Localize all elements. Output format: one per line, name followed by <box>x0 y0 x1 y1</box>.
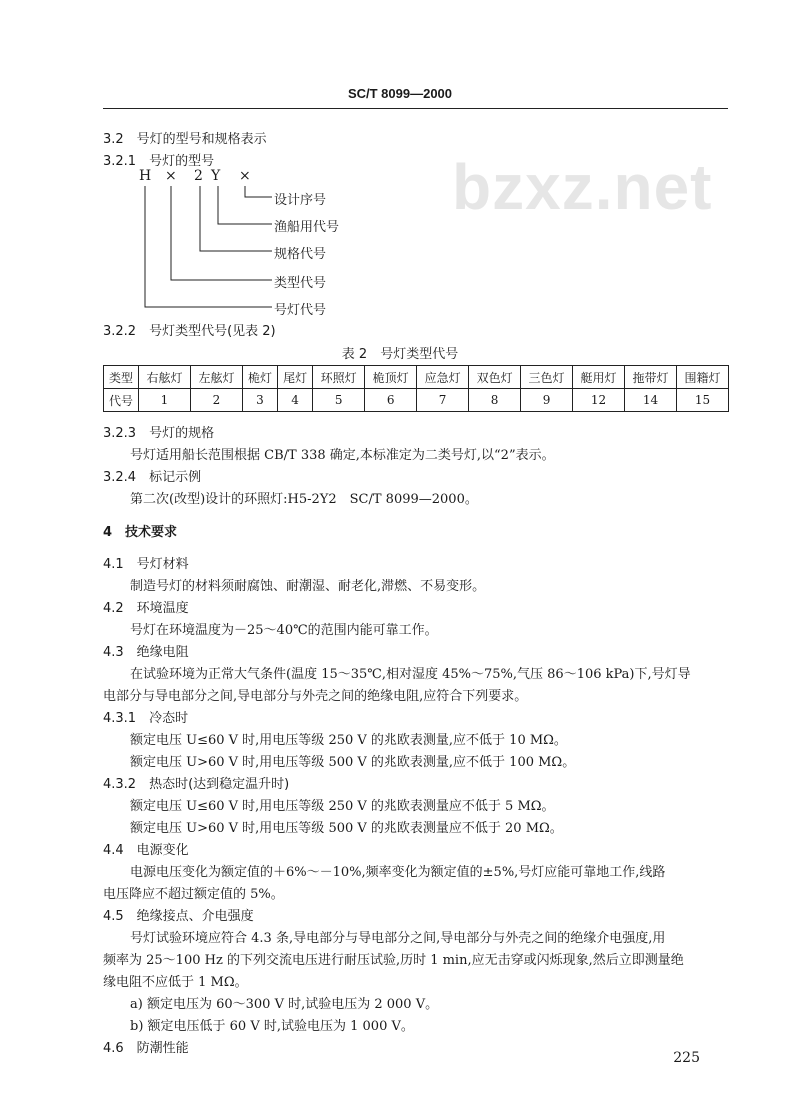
table-cell: 4 <box>278 389 313 412</box>
table-cell: 5 <box>313 389 365 412</box>
section-4-5-body-line2: 频率为 25～100 Hz 的下列交流电压进行耐压试验,历时 1 min,应无击穿或闪烁现象,然后立即测量绝 <box>103 953 684 968</box>
section-4-3-1-title: 4.3.1 冷态时 <box>103 711 189 726</box>
label-spec-code: 规格代号 <box>274 247 327 262</box>
table-cell: 应急灯 <box>417 366 469 389</box>
code-char-x1: × <box>165 168 177 184</box>
table-cell: 类型 <box>104 366 139 389</box>
section-4-4-body-line1: 电源电压变化为额定值的＋6%～－10%,频率变化为额定值的±5%,号灯应能可靠地工作,线路 <box>130 865 666 880</box>
standard-code-header: SC/T 8099—2000 <box>347 86 453 101</box>
table-cell: 三色灯 <box>521 366 573 389</box>
section-4-1-title: 4.1 号灯材料 <box>103 557 189 572</box>
section-4-5-item-a: a) 额定电压为 60～300 V 时,试验电压为 2 000 V。 <box>130 997 439 1012</box>
label-type-code: 类型代号 <box>274 276 327 291</box>
table-cell: 14 <box>625 389 677 412</box>
section-4-title: 4 技术要求 <box>103 525 178 540</box>
table-cell: 尾灯 <box>278 366 313 389</box>
section-4-4-title: 4.4 电源变化 <box>103 843 189 858</box>
table-cell: 12 <box>573 389 625 412</box>
section-4-5-title: 4.5 绝缘接点、介电强度 <box>103 909 254 924</box>
section-3-2-2-title: 3.2.2 号灯类型代号(见表 2) <box>103 324 276 339</box>
section-3-2-title: 3.2 号灯的型号和规格表示 <box>103 132 267 147</box>
table-cell: 6 <box>365 389 417 412</box>
section-3-2-4-body: 第二次(改型)设计的环照灯:H5-2Y2 SC/T 8099—2000。 <box>130 492 478 507</box>
table-cell: 环照灯 <box>313 366 365 389</box>
code-char-x2: × <box>239 168 251 184</box>
table-cell: 9 <box>521 389 573 412</box>
section-4-5-item-b: b) 额定电压低于 60 V 时,试验电压为 1 000 V。 <box>130 1019 414 1034</box>
section-4-5-body-line3: 缘电阻不应低于 1 MΩ。 <box>103 975 248 990</box>
page-number: 225 <box>673 1050 700 1066</box>
label-fishing-vessel-code: 渔船用代号 <box>274 220 340 235</box>
table-cell: 3 <box>242 389 277 412</box>
section-4-3-body-line1: 在试验环境为正常大气条件(温度 15～35℃,相对湿度 45%～75%,气压 86～106 kPa)下,号灯导 <box>130 667 691 682</box>
section-4-3-title: 4.3 绝缘电阻 <box>103 645 189 660</box>
table-cell: 左舷灯 <box>190 366 242 389</box>
table-cell: 7 <box>417 389 469 412</box>
section-4-3-2-line2: 额定电压 U>60 V 时,用电压等级 500 V 的兆欧表测量应不低于 20 MΩ。 <box>130 821 563 836</box>
label-design-serial: 设计序号 <box>274 193 327 208</box>
section-3-2-4-title: 3.2.4 标记示例 <box>103 470 202 485</box>
label-light-code: 号灯代号 <box>274 303 327 318</box>
section-3-2-3-body: 号灯适用船长范围根据 CB/T 338 确定,本标准定为二类号灯,以“2”表示。 <box>130 448 555 463</box>
table-cell: 围籍灯 <box>676 366 728 389</box>
table-cell: 1 <box>139 389 191 412</box>
table-cell: 双色灯 <box>469 366 521 389</box>
table-2-caption: 表 2 号灯类型代号 <box>341 347 459 362</box>
code-char-h: H <box>139 168 152 184</box>
table-cell: 拖带灯 <box>625 366 677 389</box>
table-row-type <box>104 366 729 389</box>
code-char-2: 2 <box>194 168 203 184</box>
section-4-6-title: 4.6 防潮性能 <box>103 1041 189 1056</box>
section-4-2-body: 号灯在环境温度为－25～40℃的范围内能可靠工作。 <box>130 623 438 638</box>
table-row-code <box>104 389 729 412</box>
watermark: bzxz.net <box>452 151 713 223</box>
table-cell: 桅灯 <box>242 366 277 389</box>
code-char-y: Y <box>211 168 221 184</box>
section-4-4-body-line2: 电压降应不超过额定值的 5%。 <box>103 887 284 902</box>
section-4-5-body-line1: 号灯试验环境应符合 4.3 条,导电部分与导电部分之间,导电部分与外壳之间的绝缘介电强度,用 <box>130 931 666 946</box>
section-3-2-1-title: 3.2.1 号灯的型号 <box>103 154 215 169</box>
section-4-1-body: 制造号灯的材料须耐腐蚀、耐潮湿、耐老化,滞燃、不易变形。 <box>130 579 486 594</box>
table-cell: 代号 <box>104 389 139 412</box>
table-cell: 15 <box>676 389 728 412</box>
section-4-3-1-line1: 额定电压 U≤60 V 时,用电压等级 250 V 的兆欧表测量,应不低于 10 MΩ。 <box>130 733 567 748</box>
light-type-code-table <box>103 365 729 412</box>
section-4-3-1-line2: 额定电压 U>60 V 时,用电压等级 500 V 的兆欧表测量,应不低于 100 MΩ。 <box>130 755 576 770</box>
table-cell: 桅顶灯 <box>365 366 417 389</box>
section-4-3-body-line2: 电部分与导电部分之间,导电部分与外壳之间的绝缘电阻,应符合下列要求。 <box>103 689 528 704</box>
section-3-2-3-title: 3.2.3 号灯的规格 <box>103 426 215 441</box>
section-4-3-2-line1: 额定电压 U≤60 V 时,用电压等级 250 V 的兆欧表测量应不低于 5 MΩ。 <box>130 799 555 814</box>
table-cell: 2 <box>190 389 242 412</box>
table-cell: 8 <box>469 389 521 412</box>
table-cell: 艇用灯 <box>573 366 625 389</box>
table-cell: 右舷灯 <box>139 366 191 389</box>
section-4-2-title: 4.2 环境温度 <box>103 601 189 616</box>
model-code-leader-lines <box>0 0 800 330</box>
section-4-3-2-title: 4.3.2 热态时(达到稳定温升时) <box>103 777 290 792</box>
